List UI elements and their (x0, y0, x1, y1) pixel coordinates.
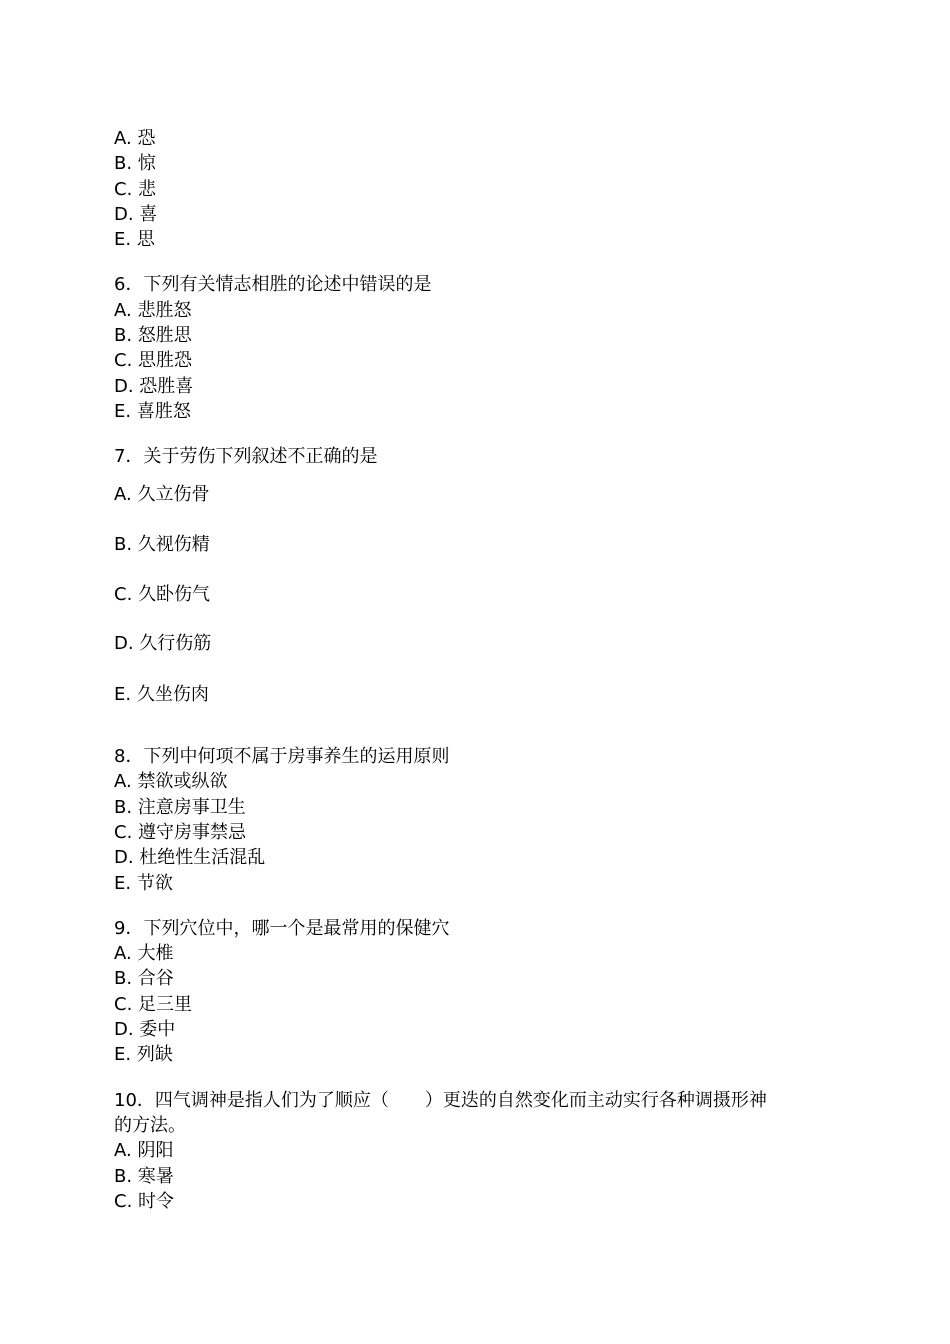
option-e: E. 喜胜怒 (114, 400, 191, 422)
option-b: B. 寒暑 (114, 1165, 174, 1187)
option-c: C. 足三里 (114, 993, 193, 1015)
option-c: C. 久卧伤气 (114, 584, 211, 606)
option-b: B. 惊 (114, 153, 156, 175)
option-e: E. 久坐伤肉 (114, 683, 209, 705)
option-d: D. 杜绝性生活混乱 (114, 847, 266, 869)
option-d: D. 恐胜喜 (114, 375, 194, 397)
question-7 (114, 444, 814, 707)
question-stem: 6．下列有关情志相胜的论述中错误的是 (114, 274, 432, 296)
option-d: D. 委中 (114, 1019, 176, 1041)
option-a: A. 恐 (114, 128, 156, 149)
question-6 (114, 272, 814, 424)
option-a: A. 禁欲或纵欲 (114, 771, 228, 793)
question-stem: 9．下列穴位中，哪一个是最常用的保健穴 (114, 917, 450, 939)
question-5 (114, 126, 814, 252)
question-8 (114, 744, 814, 896)
option-b: B. 怒胜思 (114, 325, 192, 347)
option-b: B. 注意房事卫生 (114, 796, 246, 818)
option-c: C. 遵守房事禁忌 (114, 821, 247, 843)
question-stem: 7．关于劳伤下列叙述不正确的是 (114, 446, 378, 468)
option-c: C. 时令 (114, 1190, 175, 1212)
question-stem: 8．下列中何项不属于房事养生的运用原则 (114, 746, 450, 768)
document-page (114, 126, 814, 1214)
option-c: C. 悲 (114, 178, 157, 200)
option-a: A. 阴阳 (114, 1140, 174, 1162)
option-e: E. 思 (114, 229, 155, 251)
question-9 (114, 916, 814, 1068)
option-e: E. 列缺 (114, 1044, 173, 1066)
option-e: E. 节欲 (114, 872, 173, 894)
question-10 (114, 1088, 814, 1214)
question-stem-line-2: 的方法。 (114, 1114, 186, 1136)
option-c: C. 思胜恐 (114, 350, 193, 372)
option-b: B. 久视伤精 (114, 533, 210, 555)
option-d: D. 久行伤筋 (114, 633, 212, 655)
option-a: A. 悲胜怒 (114, 299, 192, 321)
question-stem-line-1: 10．四气调神是指人们为了顺应（ ）更迭的自然变化而主动实行各种调摄形神 (114, 1089, 767, 1111)
option-a: A. 大椎 (114, 943, 174, 965)
option-d: D. 喜 (114, 203, 158, 225)
option-a: A. 久立伤骨 (114, 483, 210, 505)
option-b: B. 合谷 (114, 968, 174, 990)
